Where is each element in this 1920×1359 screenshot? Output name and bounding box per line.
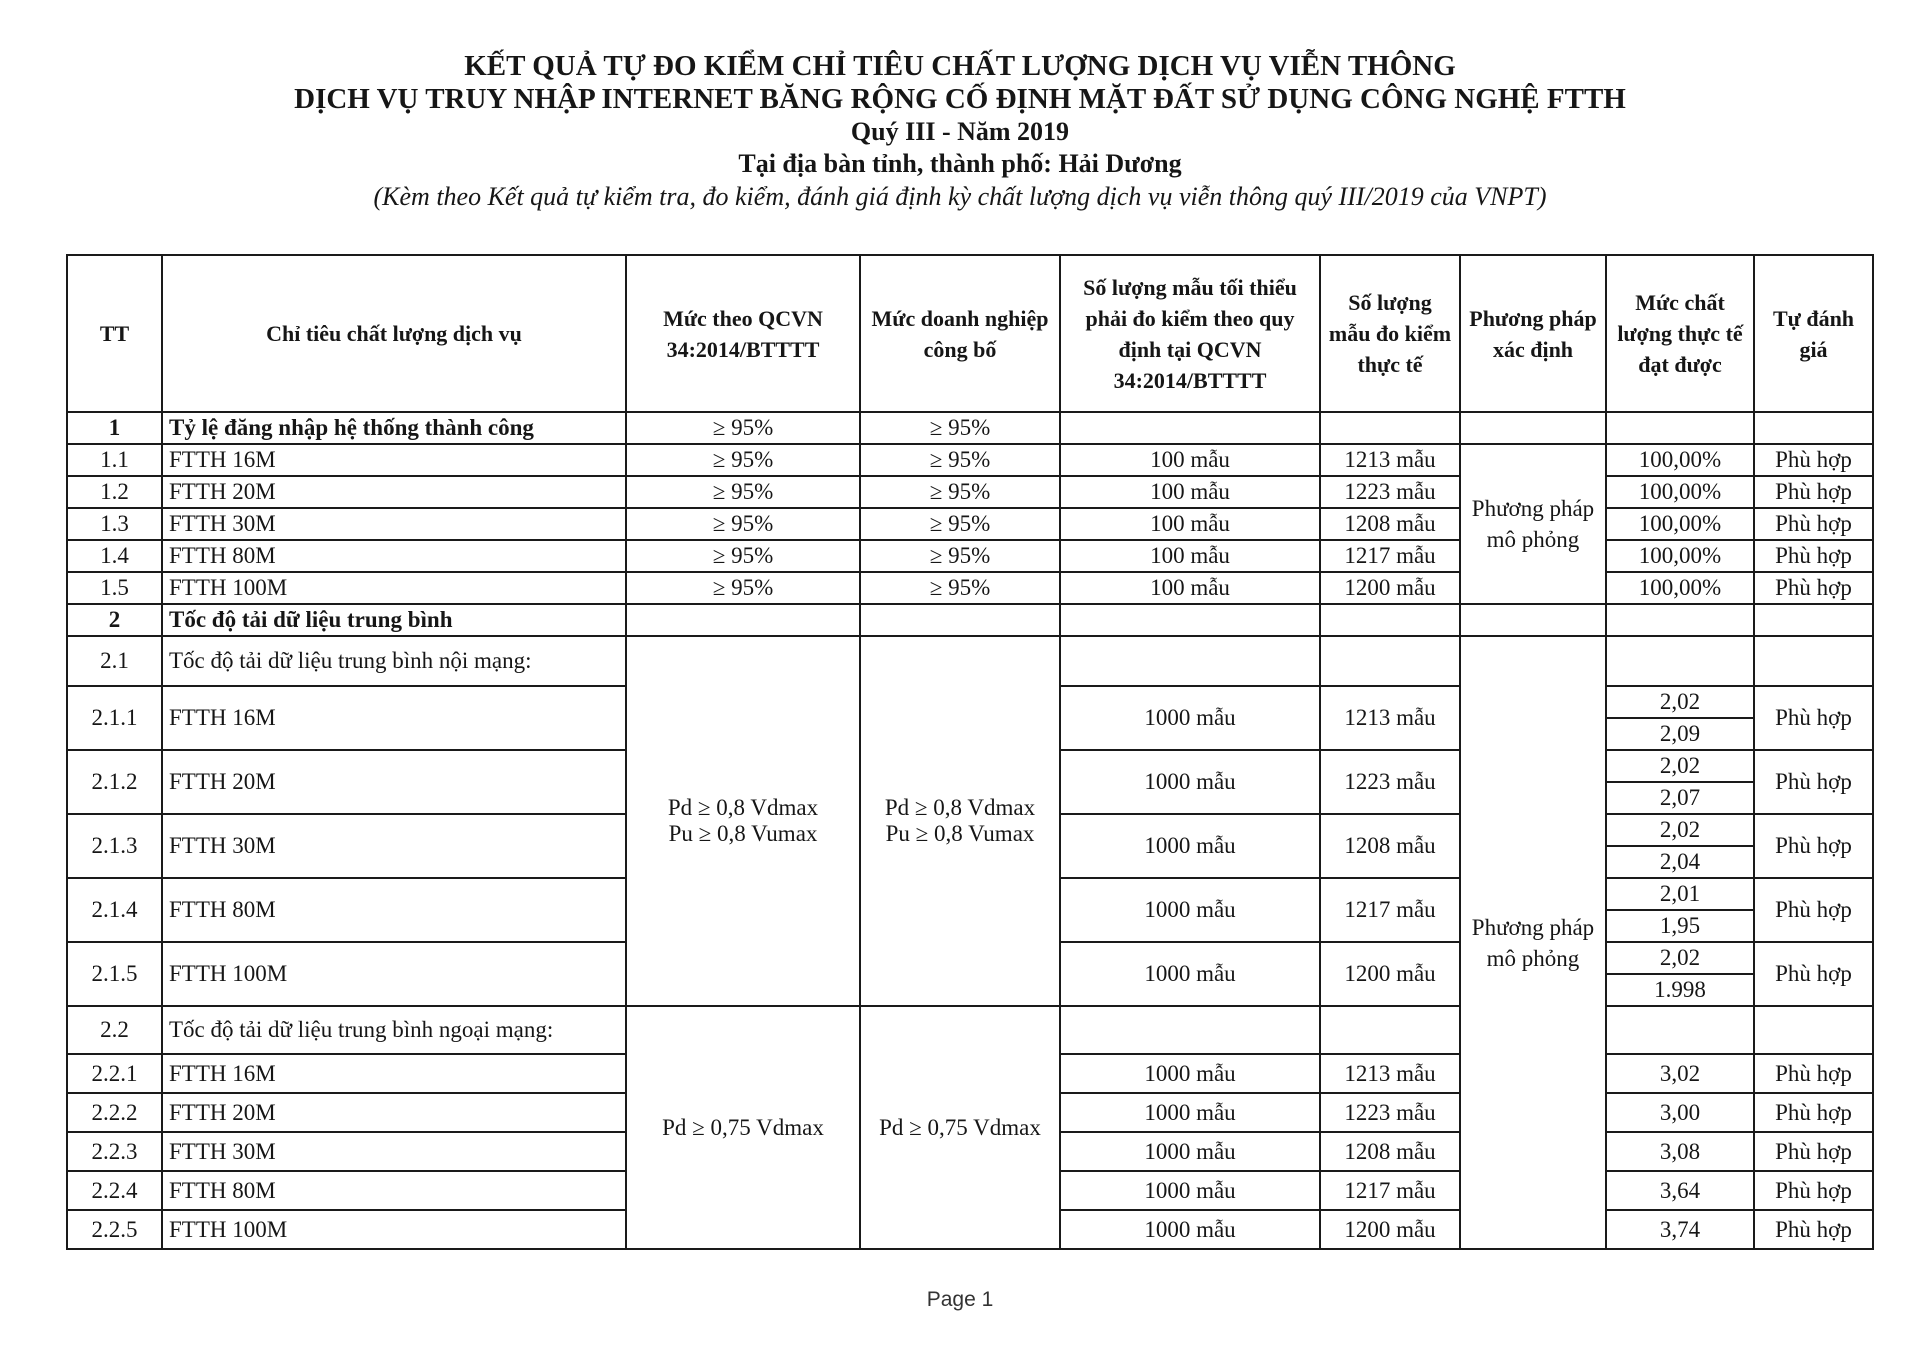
table-row — [67, 444, 1873, 476]
qcvn-upload-level: Pu ≥ 0,8 Vumax — [668, 821, 818, 846]
self-eval: Phù hợp — [1754, 508, 1873, 540]
row-number: 2.2.4 — [67, 1171, 162, 1210]
min-samples: 1000 mẫu — [1060, 750, 1320, 814]
actual-upload-speed: 2,04 — [1606, 846, 1754, 878]
table-header-row — [67, 255, 1873, 412]
col-header-tt: TT — [67, 255, 162, 412]
min-samples: 1000 mẫu — [1060, 1132, 1320, 1171]
report-title: KẾT QUẢ TỰ ĐO KIỂM CHỈ TIÊU CHẤT LƯỢNG DỊCH VỤ VIỄN THÔNG — [464, 50, 1456, 82]
row-number: 2.2.1 — [67, 1054, 162, 1093]
subsection-number: 2.2 — [67, 1006, 162, 1054]
qcvn-download-level: Pd ≥ 0,8 Vdmax — [667, 795, 819, 820]
actual-samples: 1200 mẫu — [1320, 1210, 1460, 1249]
qcvn-level-speed-external: Pd ≥ 0,75 Vdmax — [626, 1006, 860, 1249]
subsection-row — [67, 636, 1873, 686]
min-samples: 1000 mẫu — [1060, 814, 1320, 878]
section-title: Tốc độ tải dữ liệu trung bình — [162, 604, 626, 636]
actual-samples: 1208 mẫu — [1320, 508, 1460, 540]
col-header-declared: Mức doanh nghiệp công bố — [860, 255, 1060, 412]
col-header-actual-quality: Mức chất lượng thực tế đạt được — [1606, 255, 1754, 412]
actual-samples: 1223 mẫu — [1320, 1093, 1460, 1132]
report-subtitle: DỊCH VỤ TRUY NHẬP INTERNET BĂNG RỘNG CỐ ĐỊNH MẶT ĐẤT SỬ DỤNG CÔNG NGHỆ FTTH — [294, 83, 1626, 115]
qcvn-level: ≥ 95% — [626, 540, 860, 572]
qcvn-level: ≥ 95% — [626, 412, 860, 444]
declared-level-speed-external: Pd ≥ 0,75 Vdmax — [860, 1006, 1060, 1249]
col-header-qcvn: Mức theo QCVN 34:2014/BTTTT — [626, 255, 860, 412]
report-period: Quý III - Năm 2019 — [850, 117, 1070, 146]
min-samples: 1000 mẫu — [1060, 942, 1320, 1006]
document-header — [0, 50, 1920, 214]
row-indicator: FTTH 20M — [162, 1093, 626, 1132]
declared-level: ≥ 95% — [860, 476, 1060, 508]
row-number: 2.2.3 — [67, 1132, 162, 1171]
col-header-self-eval: Tự đánh giá — [1754, 255, 1873, 412]
empty-cell — [626, 604, 860, 636]
actual-upload-speed: 2,09 — [1606, 718, 1754, 750]
actual-samples: 1213 mẫu — [1320, 444, 1460, 476]
empty-cell — [1606, 636, 1754, 686]
actual-upload-speed: 2,07 — [1606, 782, 1754, 814]
qcvn-level: ≥ 95% — [626, 444, 860, 476]
row-indicator: FTTH 30M — [162, 1132, 626, 1171]
actual-quality: 100,00% — [1606, 508, 1754, 540]
row-indicator: FTTH 20M — [162, 750, 626, 814]
empty-cell — [1754, 604, 1873, 636]
method-cell: Phương pháp mô phỏng — [1460, 444, 1606, 604]
actual-samples: 1223 mẫu — [1320, 476, 1460, 508]
subsection-title: Tốc độ tải dữ liệu trung bình ngoại mạng: — [162, 1006, 626, 1054]
min-samples: 1000 mẫu — [1060, 1210, 1320, 1249]
self-eval: Phù hợp — [1754, 1093, 1873, 1132]
col-header-actual-samples: Số lượng mẫu đo kiểm thực tế — [1320, 255, 1460, 412]
qcvn-level: ≥ 95% — [626, 508, 860, 540]
empty-cell — [1754, 1006, 1873, 1054]
row-indicator: FTTH 80M — [162, 878, 626, 942]
min-samples: 1000 mẫu — [1060, 1093, 1320, 1132]
report-location: Tại địa bàn tỉnh, thành phố: Hải Dương — [738, 149, 1182, 178]
actual-samples: 1217 mẫu — [1320, 1171, 1460, 1210]
actual-quality: 3,64 — [1606, 1171, 1754, 1210]
declared-level: ≥ 95% — [860, 412, 1060, 444]
row-number: 1.4 — [67, 540, 162, 572]
self-eval: Phù hợp — [1754, 1210, 1873, 1249]
self-eval: Phù hợp — [1754, 1171, 1873, 1210]
min-samples: 1000 mẫu — [1060, 686, 1320, 750]
actual-samples: 1208 mẫu — [1320, 814, 1460, 878]
qcvn-level: ≥ 95% — [626, 572, 860, 604]
row-number: 2.2.2 — [67, 1093, 162, 1132]
self-eval: Phù hợp — [1754, 476, 1873, 508]
col-header-min-samples: Số lượng mẫu tối thiểu phải đo kiểm theo quy định tại QCVN 34:2014/BTTTT — [1060, 255, 1320, 412]
empty-cell — [1606, 412, 1754, 444]
actual-quality: 100,00% — [1606, 540, 1754, 572]
section-row — [67, 412, 1873, 444]
report-note: (Kèm theo Kết quả tự kiểm tra, đo kiểm, đánh giá định kỳ chất lượng dịch vụ viễn thông quý III/2019 của VNPT) — [373, 182, 1547, 211]
actual-download-speed: 2,01 — [1606, 878, 1754, 910]
col-header-method: Phương pháp xác định — [1460, 255, 1606, 412]
row-number: 2.1.3 — [67, 814, 162, 878]
section-title: Tỷ lệ đăng nhập hệ thống thành công — [162, 412, 626, 444]
actual-download-speed: 2,02 — [1606, 686, 1754, 718]
declared-level: ≥ 95% — [860, 508, 1060, 540]
row-indicator: FTTH 100M — [162, 572, 626, 604]
row-number: 2.1.1 — [67, 686, 162, 750]
row-number: 1.5 — [67, 572, 162, 604]
row-indicator: FTTH 80M — [162, 1171, 626, 1210]
actual-upload-speed: 1,95 — [1606, 910, 1754, 942]
row-indicator: FTTH 16M — [162, 1054, 626, 1093]
actual-samples: 1223 mẫu — [1320, 750, 1460, 814]
actual-quality: 3,74 — [1606, 1210, 1754, 1249]
row-indicator: FTTH 16M — [162, 444, 626, 476]
actual-samples: 1217 mẫu — [1320, 878, 1460, 942]
method-cell: Phương pháp mô phỏng — [1460, 636, 1606, 1249]
min-samples: 100 mẫu — [1060, 444, 1320, 476]
row-number: 1.2 — [67, 476, 162, 508]
row-indicator: FTTH 30M — [162, 814, 626, 878]
self-eval: Phù hợp — [1754, 750, 1873, 814]
empty-cell — [1320, 636, 1460, 686]
section-row — [67, 604, 1873, 636]
empty-cell — [1060, 636, 1320, 686]
col-header-indicator: Chỉ tiêu chất lượng dịch vụ — [162, 255, 626, 412]
actual-quality: 3,00 — [1606, 1093, 1754, 1132]
actual-upload-speed: 1.998 — [1606, 974, 1754, 1006]
min-samples: 100 mẫu — [1060, 540, 1320, 572]
empty-cell — [1606, 604, 1754, 636]
row-indicator: FTTH 80M — [162, 540, 626, 572]
min-samples: 100 mẫu — [1060, 508, 1320, 540]
actual-quality: 3,08 — [1606, 1132, 1754, 1171]
self-eval: Phù hợp — [1754, 814, 1873, 878]
qcvn-level-speed-internal — [626, 636, 860, 1006]
row-indicator: FTTH 16M — [162, 686, 626, 750]
empty-cell — [1320, 1006, 1460, 1054]
declared-download-level: Pd ≥ 0,8 Vdmax — [884, 795, 1036, 820]
section-number: 1 — [67, 412, 162, 444]
self-eval: Phù hợp — [1754, 942, 1873, 1006]
empty-cell — [1754, 636, 1873, 686]
empty-cell — [1606, 1006, 1754, 1054]
actual-samples: 1217 mẫu — [1320, 540, 1460, 572]
row-number: 2.1.2 — [67, 750, 162, 814]
self-eval: Phù hợp — [1754, 1054, 1873, 1093]
actual-samples: 1213 mẫu — [1320, 1054, 1460, 1093]
min-samples: 1000 mẫu — [1060, 1171, 1320, 1210]
actual-samples: 1213 mẫu — [1320, 686, 1460, 750]
row-number: 2.1.4 — [67, 878, 162, 942]
row-number: 1.1 — [67, 444, 162, 476]
row-number: 1.3 — [67, 508, 162, 540]
row-indicator: FTTH 100M — [162, 1210, 626, 1249]
page-number: Page 1 — [926, 1288, 994, 1311]
actual-samples: 1200 mẫu — [1320, 942, 1460, 1006]
actual-download-speed: 2,02 — [1606, 750, 1754, 782]
self-eval: Phù hợp — [1754, 1132, 1873, 1171]
empty-cell — [1320, 604, 1460, 636]
row-indicator: FTTH 30M — [162, 508, 626, 540]
self-eval: Phù hợp — [1754, 686, 1873, 750]
declared-level-speed-internal — [860, 636, 1060, 1006]
declared-upload-level: Pu ≥ 0,8 Vumax — [885, 821, 1035, 846]
subsection-number: 2.1 — [67, 636, 162, 686]
actual-samples: 1200 mẫu — [1320, 572, 1460, 604]
declared-level: ≥ 95% — [860, 444, 1060, 476]
qcvn-level: ≥ 95% — [626, 476, 860, 508]
actual-quality: 100,00% — [1606, 444, 1754, 476]
row-number: 2.2.5 — [67, 1210, 162, 1249]
subsection-title: Tốc độ tải dữ liệu trung bình nội mạng: — [162, 636, 626, 686]
actual-quality: 100,00% — [1606, 476, 1754, 508]
section-number: 2 — [67, 604, 162, 636]
self-eval: Phù hợp — [1754, 444, 1873, 476]
actual-quality: 100,00% — [1606, 572, 1754, 604]
empty-cell — [1060, 604, 1320, 636]
empty-cell — [1060, 1006, 1320, 1054]
self-eval: Phù hợp — [1754, 572, 1873, 604]
row-indicator: FTTH 20M — [162, 476, 626, 508]
min-samples: 1000 mẫu — [1060, 878, 1320, 942]
row-number: 2.1.5 — [67, 942, 162, 1006]
empty-cell — [1754, 412, 1873, 444]
actual-samples: 1208 mẫu — [1320, 1132, 1460, 1171]
self-eval: Phù hợp — [1754, 540, 1873, 572]
min-samples: 1000 mẫu — [1060, 1054, 1320, 1093]
empty-cell — [860, 604, 1060, 636]
empty-cell — [1320, 412, 1460, 444]
actual-quality: 3,02 — [1606, 1054, 1754, 1093]
actual-download-speed: 2,02 — [1606, 814, 1754, 846]
empty-cell — [1460, 604, 1606, 636]
declared-level: ≥ 95% — [860, 540, 1060, 572]
row-indicator: FTTH 100M — [162, 942, 626, 1006]
min-samples: 100 mẫu — [1060, 572, 1320, 604]
empty-cell — [1460, 412, 1606, 444]
empty-cell — [1060, 412, 1320, 444]
min-samples: 100 mẫu — [1060, 476, 1320, 508]
declared-level: ≥ 95% — [860, 572, 1060, 604]
actual-download-speed: 2,02 — [1606, 942, 1754, 974]
quality-results-table — [66, 254, 1874, 1250]
self-eval: Phù hợp — [1754, 878, 1873, 942]
